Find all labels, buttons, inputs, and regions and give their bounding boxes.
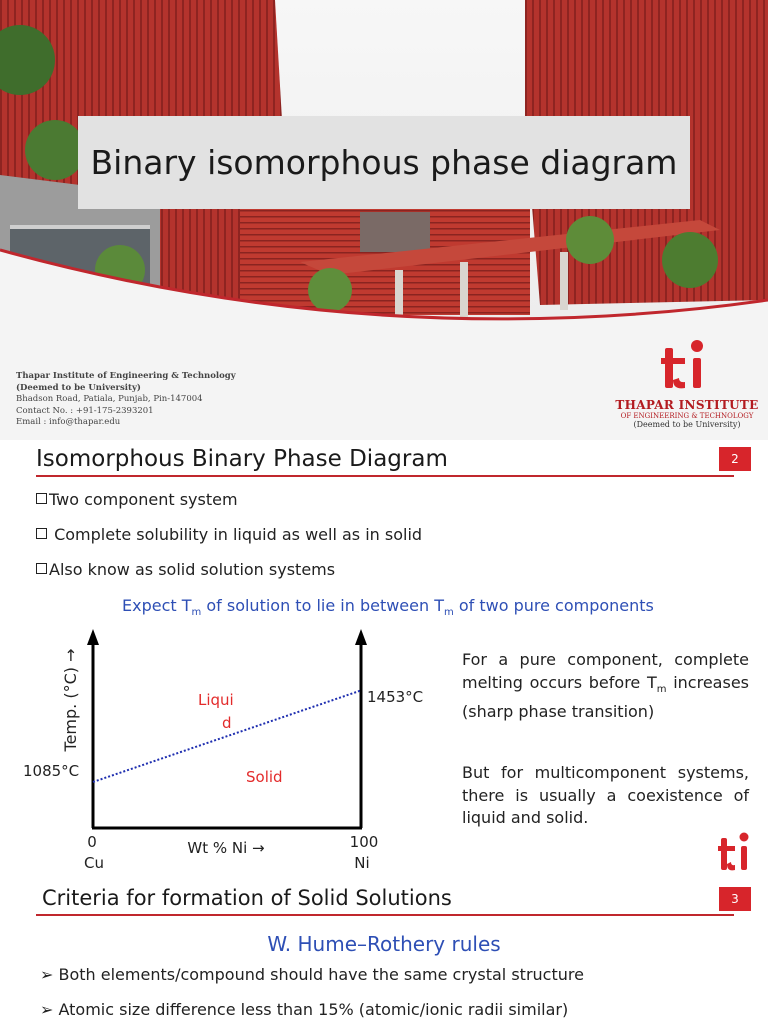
y-axis-arrow-icon xyxy=(87,629,99,645)
institute-status: (Deemed to be University) xyxy=(16,382,141,393)
rule-bullet-1: ➢ Both elements/compound should have the same crystal structure xyxy=(40,965,584,984)
ti-small-logo-icon xyxy=(716,828,756,874)
expect-part-2: of solution to lie in between T xyxy=(201,596,444,615)
slide-title-box xyxy=(78,116,690,209)
logo-subtitle: OF ENGINEERING & TECHNOLOGY xyxy=(620,412,754,420)
bullet-1 xyxy=(36,490,238,509)
slide-title: Binary isomorphous phase diagram xyxy=(90,142,678,182)
region-label-solid: Solid xyxy=(246,768,283,786)
rule-bullet-2: ➢ Atomic size difference less than 15% (atomic/ionic radii similar) xyxy=(40,1000,569,1019)
hume-rothery-heading: W. Hume–Rothery rules xyxy=(267,932,501,956)
para1-part-1: For a pure component, complete melting occurs before T xyxy=(462,650,749,692)
institute-name: Thapar Institute of Engineering & Technology xyxy=(16,371,236,381)
paragraph-pure-component xyxy=(462,649,749,724)
slide3-number: 3 xyxy=(719,887,751,911)
ti-logo-icon xyxy=(657,336,717,394)
checkbox-bullet-icon xyxy=(36,528,47,539)
para1-sub: m xyxy=(656,683,667,695)
phase-diagram xyxy=(0,615,460,875)
x-tick-100: 100 xyxy=(349,833,379,851)
institute-email: Email : info@thapar.edu xyxy=(16,417,121,427)
region-label-liquid-1: Liqui xyxy=(198,691,234,709)
bullet-text: Complete solubility in liquid as well as in solid xyxy=(49,525,423,544)
bullet-text: Two component system xyxy=(49,490,238,509)
institute-info xyxy=(16,371,236,429)
slide3-title: Criteria for formation of Solid Solutions xyxy=(42,886,452,910)
slide2-rule xyxy=(36,475,734,477)
bullet-text: Also know as solid solution systems xyxy=(49,560,336,579)
y-axis-label: Temp. (°C) → xyxy=(61,648,80,752)
checkbox-bullet-icon xyxy=(36,563,47,574)
institute-address: Bhadson Road, Patiala, Punjab, Pin-147004 xyxy=(16,394,203,404)
expect-part-1: Expect T xyxy=(122,596,192,615)
institute-contact: Contact No. : +91-175-2393201 xyxy=(16,405,154,416)
paragraph-multicomponent: But for multicomponent systems, there is usually a coexistence of liquid and solid. xyxy=(462,763,749,827)
slide2-number: 2 xyxy=(719,447,751,471)
logo-name: THAPAR INSTITUTE xyxy=(615,398,759,412)
logo-subtitle-2: (Deemed to be University) xyxy=(633,420,741,429)
x-axis-label: Wt % Ni → xyxy=(187,839,265,857)
point-label-ni: 1453°C xyxy=(367,688,424,706)
bullet-3 xyxy=(36,560,335,579)
title-slide xyxy=(0,0,768,440)
slide2-title: Isomorphous Binary Phase Diagram xyxy=(36,446,448,472)
expect-part-3: of two pure components xyxy=(453,596,654,615)
expect-sub-2: m xyxy=(444,607,454,619)
thapar-logo xyxy=(612,336,762,436)
para1-part-2: increases (sharp phase transition) xyxy=(462,672,749,722)
slide3-rule xyxy=(36,914,734,916)
x-tick-0: 0 xyxy=(87,833,97,851)
expect-sub-1: m xyxy=(191,607,202,619)
right-axis-arrow-icon xyxy=(355,629,367,645)
checkbox-bullet-icon xyxy=(36,493,47,504)
bullet-2 xyxy=(36,525,422,544)
x-tick-cu: Cu xyxy=(84,854,104,872)
point-label-cu: 1085°C xyxy=(23,762,80,780)
region-label-liquid-2: d xyxy=(222,714,232,732)
x-tick-ni: Ni xyxy=(354,854,370,872)
